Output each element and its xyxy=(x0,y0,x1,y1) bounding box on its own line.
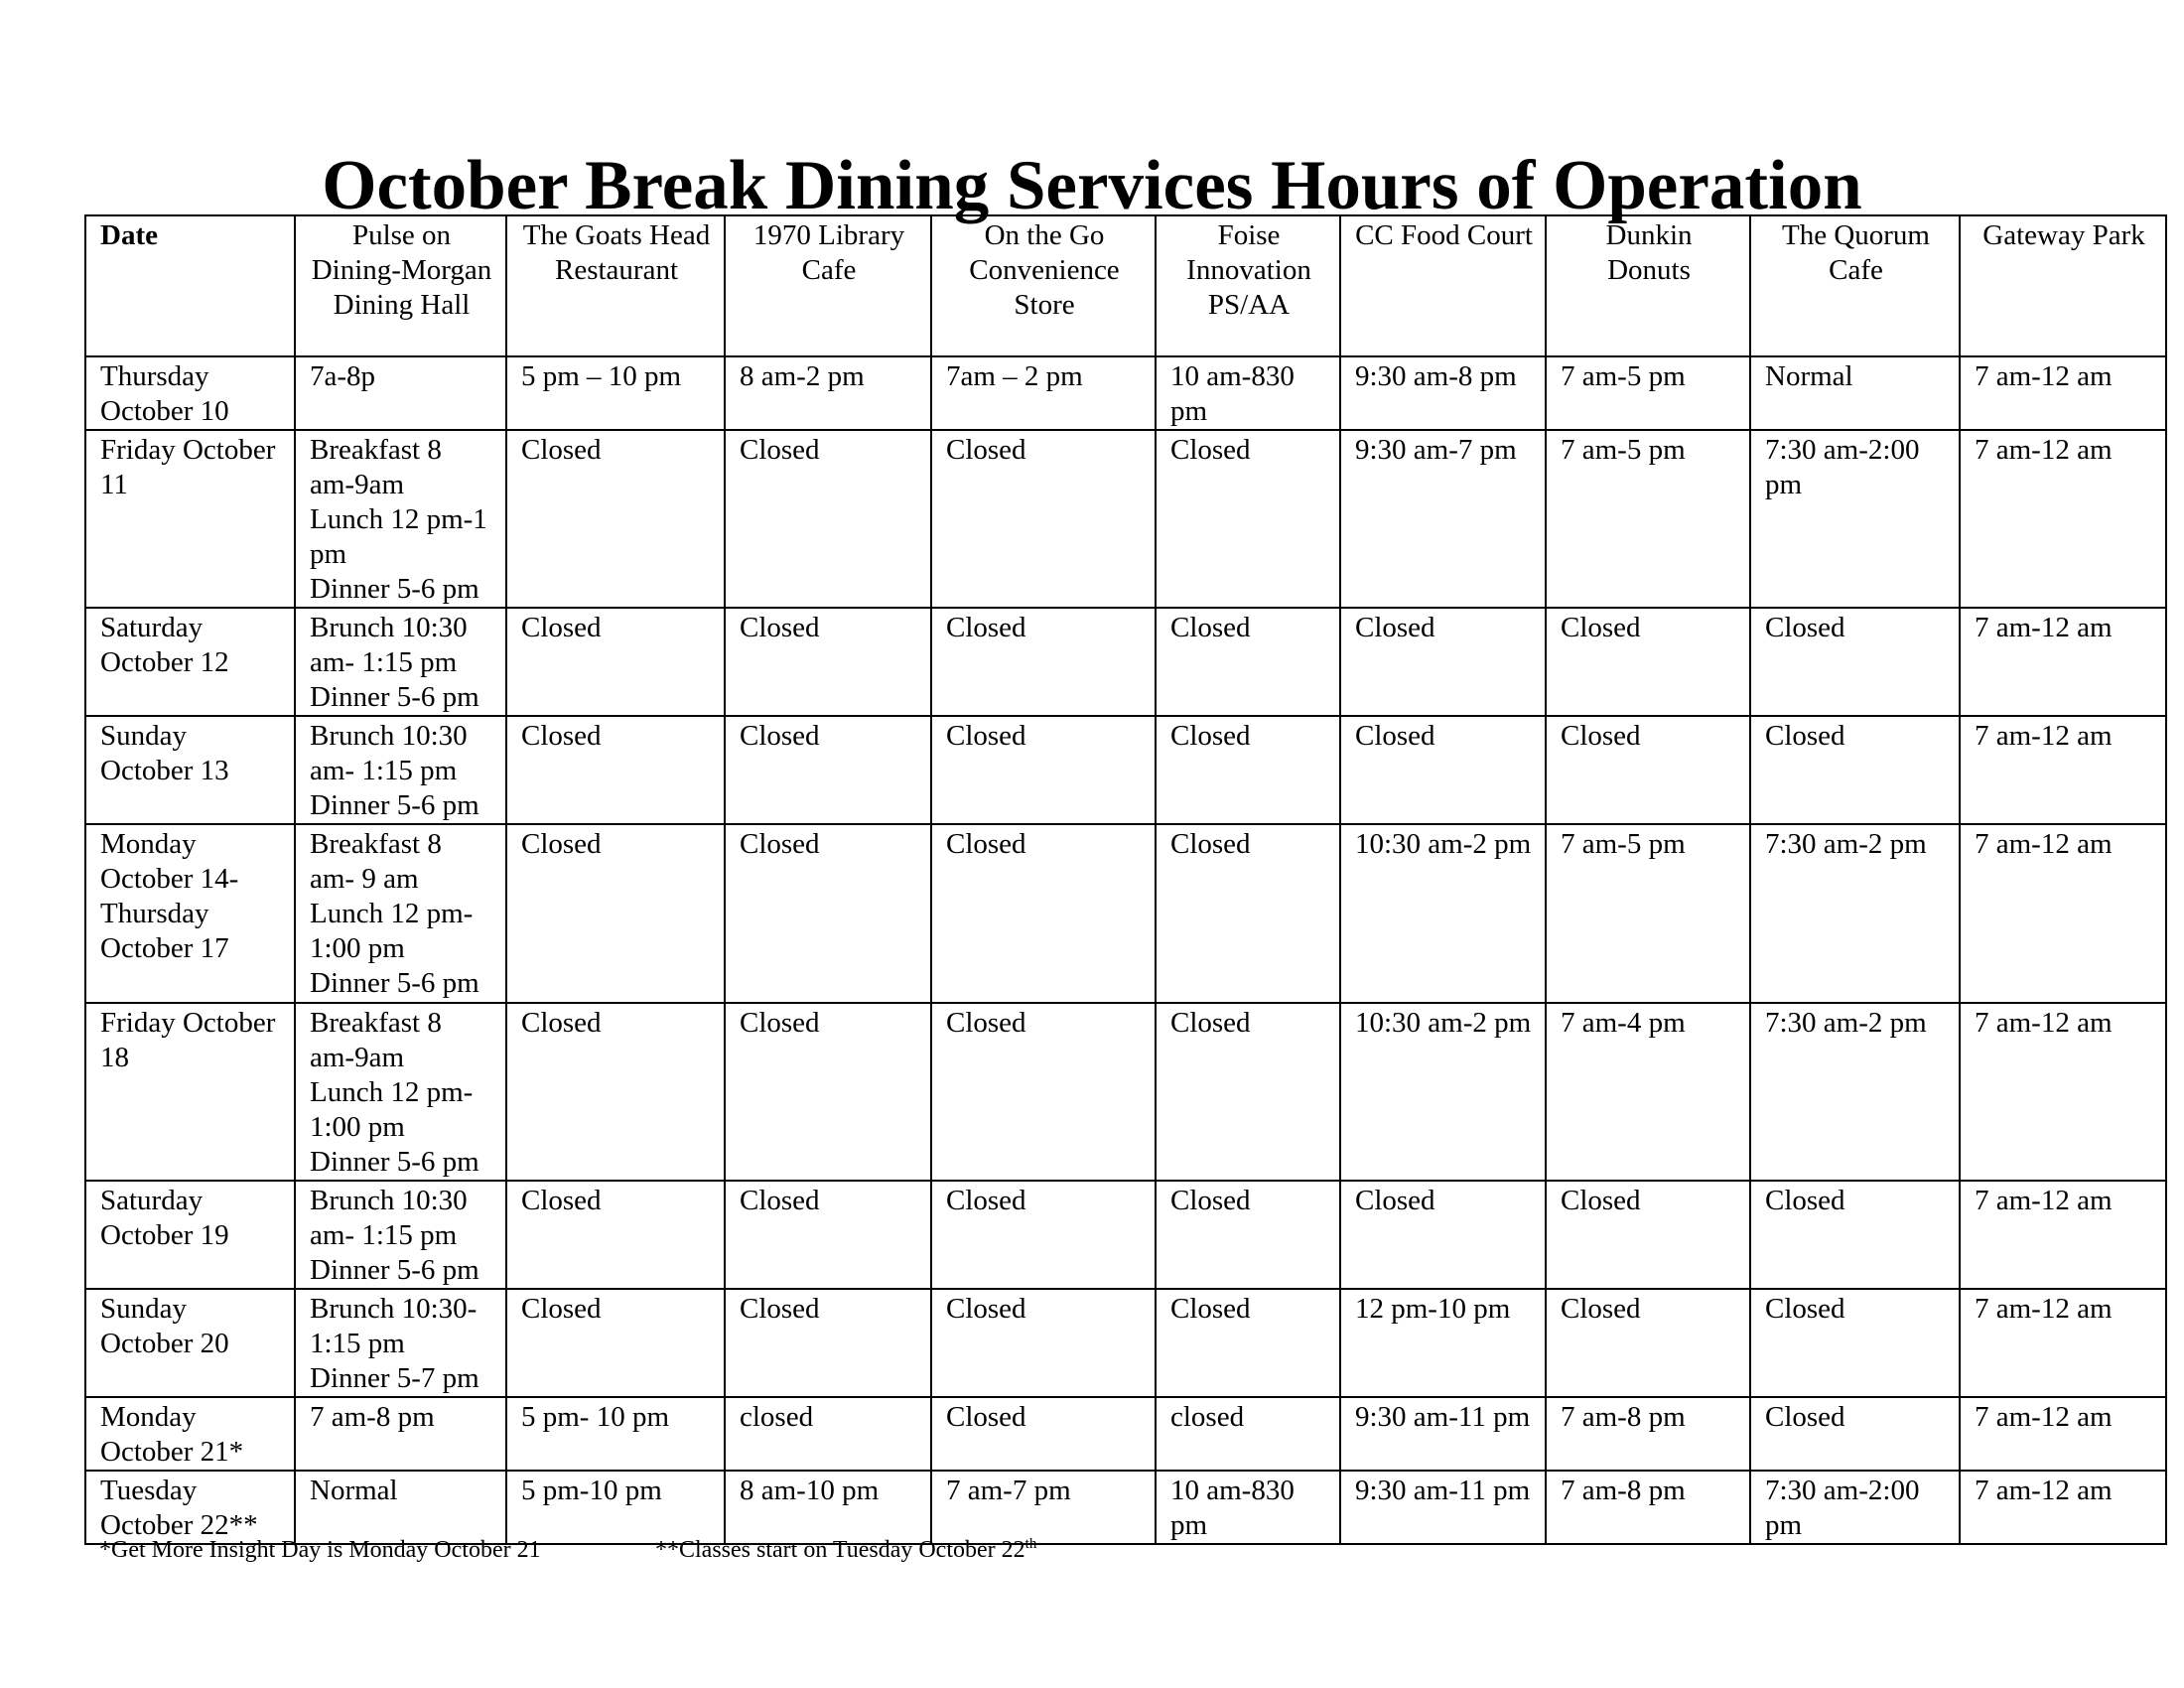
table-row xyxy=(85,1289,2166,1397)
hours-cell: 7 am-12 am xyxy=(1960,608,2166,716)
hours-cell: Closed xyxy=(1750,1397,1960,1471)
hours-cell: Closed xyxy=(1156,1181,1340,1289)
hours-cell: 7 am-12 am xyxy=(1960,1003,2166,1181)
column-header-pulse: Pulse on Dining-Morgan Dining Hall xyxy=(295,215,506,356)
hours-table xyxy=(84,214,2167,1545)
hours-cell: Closed xyxy=(931,1181,1156,1289)
footnote-classes-start xyxy=(655,1535,1036,1565)
column-header-on-the-go: On the Go Convenience Store xyxy=(931,215,1156,356)
hours-cell: Closed xyxy=(931,430,1156,608)
hours-cell: Closed xyxy=(506,716,725,824)
hours-cell: 10:30 am-2 pm xyxy=(1340,1003,1546,1181)
footnote-insight-day: *Get More Insight Day is Monday October 21 xyxy=(99,1537,541,1563)
hours-cell: 7 am-4 pm xyxy=(1546,1003,1750,1181)
hours-cell: 7a-8p xyxy=(295,356,506,430)
hours-cell: Brunch 10:30-1:15 pm Dinner 5-7 pm xyxy=(295,1289,506,1397)
hours-cell: 7:30 am-2:00 pm xyxy=(1750,430,1960,608)
hours-cell: Brunch 10:30 am- 1:15 pm Dinner 5-6 pm xyxy=(295,716,506,824)
hours-cell: Closed xyxy=(1340,716,1546,824)
hours-cell: 7 am-12 am xyxy=(1960,430,2166,608)
hours-cell: 7 am-7 pm xyxy=(931,1471,1156,1544)
hours-cell: Normal xyxy=(295,1471,506,1544)
footnote-superscript: th xyxy=(1024,1536,1037,1552)
hours-cell: 9:30 am-8 pm xyxy=(1340,356,1546,430)
hours-cell: 8 am-2 pm xyxy=(725,356,931,430)
hours-cell: closed xyxy=(1156,1397,1340,1471)
hours-cell: 7 am-12 am xyxy=(1960,1471,2166,1544)
hours-cell: 7 am-5 pm xyxy=(1546,430,1750,608)
hours-cell: Brunch 10:30 am- 1:15 pm Dinner 5-6 pm xyxy=(295,608,506,716)
table-row xyxy=(85,1471,2166,1544)
hours-cell: 8 am-10 pm xyxy=(725,1471,931,1544)
hours-cell: Closed xyxy=(1156,608,1340,716)
page-title: October Break Dining Services Hours of Operation xyxy=(322,146,1862,224)
hours-cell: Closed xyxy=(506,1181,725,1289)
hours-cell: Closed xyxy=(725,824,931,1003)
hours-cell: Closed xyxy=(1750,716,1960,824)
hours-cell: Closed xyxy=(1340,608,1546,716)
hours-cell: Closed xyxy=(725,1181,931,1289)
hours-cell: Closed xyxy=(1156,430,1340,608)
date-cell: Thursday October 10 xyxy=(85,356,295,430)
column-header-foise: Foise Innovation PS/AA xyxy=(1156,215,1340,356)
hours-cell: Closed xyxy=(1156,1003,1340,1181)
hours-cell: 7 am-12 am xyxy=(1960,1397,2166,1471)
hours-cell: Closed xyxy=(931,608,1156,716)
date-cell: Tuesday October 22** xyxy=(85,1471,295,1544)
table-row xyxy=(85,1181,2166,1289)
hours-cell: Brunch 10:30 am- 1:15 pm Dinner 5-6 pm xyxy=(295,1181,506,1289)
hours-cell: 7:30 am-2 pm xyxy=(1750,824,1960,1003)
hours-cell: 7 am-8 pm xyxy=(1546,1471,1750,1544)
column-header-quorum: The Quorum Cafe xyxy=(1750,215,1960,356)
hours-cell: Closed xyxy=(1156,1289,1340,1397)
hours-cell: Closed xyxy=(506,430,725,608)
date-cell: Friday October 18 xyxy=(85,1003,295,1181)
hours-cell: Closed xyxy=(1546,608,1750,716)
hours-cell: 7 am-5 pm xyxy=(1546,824,1750,1003)
hours-cell: Closed xyxy=(1750,608,1960,716)
hours-cell: Closed xyxy=(1546,1289,1750,1397)
hours-cell: Closed xyxy=(1750,1181,1960,1289)
hours-cell: 9:30 am-11 pm xyxy=(1340,1471,1546,1544)
hours-cell: 7:30 am-2:00 pm xyxy=(1750,1471,1960,1544)
hours-cell: closed xyxy=(725,1397,931,1471)
hours-cell: Closed xyxy=(725,608,931,716)
hours-cell: Closed xyxy=(506,824,725,1003)
table-row xyxy=(85,430,2166,608)
date-cell: Friday October 11 xyxy=(85,430,295,608)
table-row xyxy=(85,716,2166,824)
hours-cell: 7 am-8 pm xyxy=(1546,1397,1750,1471)
column-header-library-cafe: 1970 Library Cafe xyxy=(725,215,931,356)
hours-cell: 7 am-8 pm xyxy=(295,1397,506,1471)
hours-cell: 7am – 2 pm xyxy=(931,356,1156,430)
hours-cell: Closed xyxy=(725,716,931,824)
table-row xyxy=(85,356,2166,430)
hours-cell: Closed xyxy=(1156,716,1340,824)
hours-cell: Normal xyxy=(1750,356,1960,430)
hours-cell: Closed xyxy=(931,824,1156,1003)
date-cell: Saturday October 19 xyxy=(85,1181,295,1289)
hours-cell: 9:30 am-11 pm xyxy=(1340,1397,1546,1471)
hours-cell: Closed xyxy=(931,1289,1156,1397)
column-header-dunkin: Dunkin Donuts xyxy=(1546,215,1750,356)
column-header-cc-food-court: CC Food Court xyxy=(1340,215,1546,356)
hours-cell: Closed xyxy=(1750,1289,1960,1397)
table-row xyxy=(85,1397,2166,1471)
date-cell: Sunday October 20 xyxy=(85,1289,295,1397)
hours-cell: 7 am-12 am xyxy=(1960,356,2166,430)
hours-cell: Closed xyxy=(506,1003,725,1181)
date-cell: Monday October 21* xyxy=(85,1397,295,1471)
hours-cell: 7:30 am-2 pm xyxy=(1750,1003,1960,1181)
table-row xyxy=(85,824,2166,1003)
hours-cell: 12 pm-10 pm xyxy=(1340,1289,1546,1397)
hours-cell: 5 pm- 10 pm xyxy=(506,1397,725,1471)
date-cell: Sunday October 13 xyxy=(85,716,295,824)
hours-cell: 7 am-12 am xyxy=(1960,824,2166,1003)
hours-cell: 10 am-830 pm xyxy=(1156,356,1340,430)
column-header-date: Date xyxy=(85,215,295,356)
hours-cell: Closed xyxy=(506,1289,725,1397)
date-cell: Saturday October 12 xyxy=(85,608,295,716)
hours-cell: Closed xyxy=(1156,824,1340,1003)
hours-cell: 9:30 am-7 pm xyxy=(1340,430,1546,608)
hours-cell: Closed xyxy=(931,716,1156,824)
table-row xyxy=(85,1003,2166,1181)
hours-cell: 7 am-12 am xyxy=(1960,1289,2166,1397)
hours-cell: 7 am-5 pm xyxy=(1546,356,1750,430)
header-row xyxy=(85,215,2166,356)
hours-cell: 7 am-12 am xyxy=(1960,1181,2166,1289)
hours-cell: Closed xyxy=(506,608,725,716)
hours-cell: 10:30 am-2 pm xyxy=(1340,824,1546,1003)
hours-cell: Closed xyxy=(725,1289,931,1397)
hours-cell: Breakfast 8 am-9am Lunch 12 pm-1 pm Dinner 5-6 pm xyxy=(295,430,506,608)
hours-cell: Closed xyxy=(1546,1181,1750,1289)
hours-cell: Closed xyxy=(1340,1181,1546,1289)
table-row xyxy=(85,608,2166,716)
hours-cell: Closed xyxy=(725,430,931,608)
column-header-goats-head: The Goats Head Restaurant xyxy=(506,215,725,356)
hours-cell: 7 am-12 am xyxy=(1960,716,2166,824)
hours-cell: Closed xyxy=(1546,716,1750,824)
hours-cell: 10 am-830 pm xyxy=(1156,1471,1340,1544)
hours-cell: Breakfast 8 am- 9 am Lunch 12 pm-1:00 pm Dinner 5-6 pm xyxy=(295,824,506,1003)
hours-cell: Closed xyxy=(931,1003,1156,1181)
hours-cell: Closed xyxy=(725,1003,931,1181)
date-cell: Monday October 14-Thursday October 17 xyxy=(85,824,295,1003)
column-header-gateway: Gateway Park xyxy=(1960,215,2166,356)
hours-cell: 5 pm-10 pm xyxy=(506,1471,725,1544)
hours-cell: 5 pm – 10 pm xyxy=(506,356,725,430)
hours-cell: Closed xyxy=(931,1397,1156,1471)
footnote-classes-start-text: **Classes start on Tuesday October 22 xyxy=(655,1537,1025,1563)
hours-cell: Breakfast 8 am-9am Lunch 12 pm-1:00 pm Dinner 5-6 pm xyxy=(295,1003,506,1181)
